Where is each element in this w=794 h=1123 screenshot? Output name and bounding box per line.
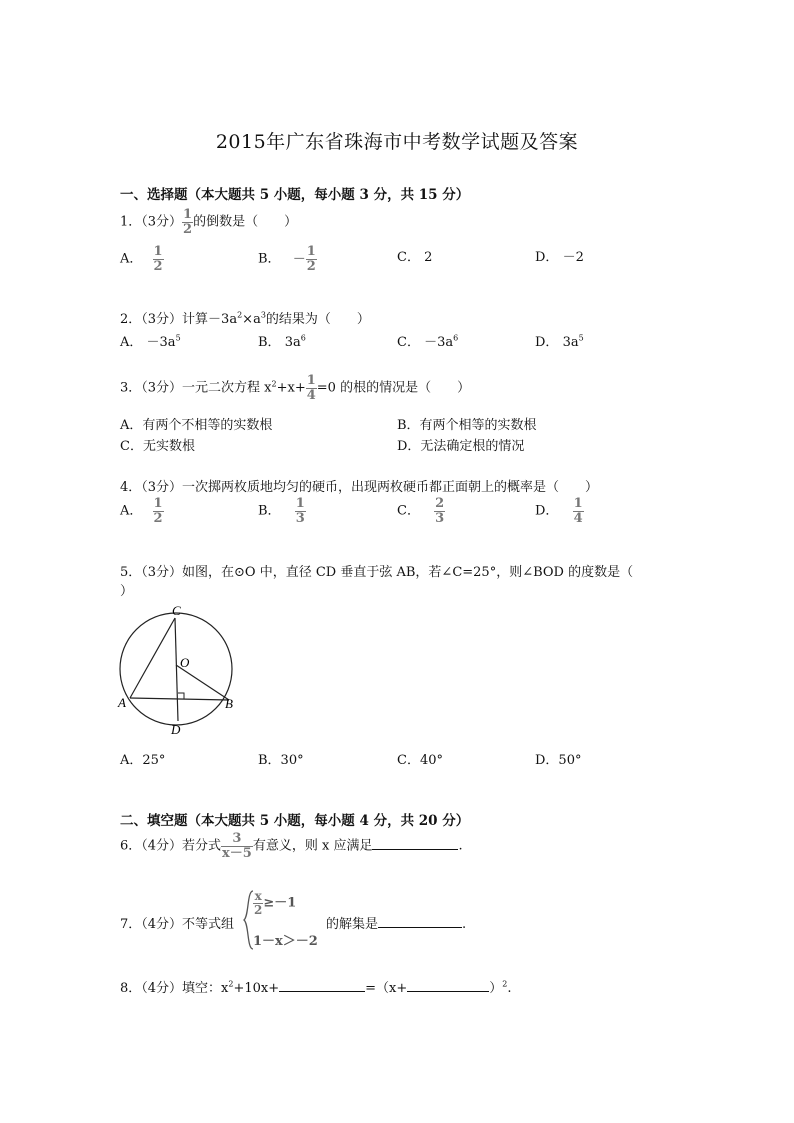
q5-option-c[interactable]: C．40° [397, 753, 443, 768]
label-d: D [171, 722, 181, 737]
q3-option-b[interactable]: B．有两个相等的实数根 [397, 418, 537, 433]
label-a: A [118, 695, 126, 710]
q3-option-a[interactable]: A．有两个不相等的实数根 [120, 418, 273, 433]
q1-option-c[interactable]: C． 2 [397, 250, 433, 265]
question-8: 8．（4分）填空：$x^2+10x+ =(x+ )^2$. [120, 979, 512, 996]
question-7-prefix: 7．（4分）不等式组 [120, 917, 235, 932]
q5-option-a[interactable]: A．25° [120, 753, 166, 768]
q1-prefix: 1．（3分） [120, 214, 183, 230]
inequality-line-1: $\frac{x}{2}$ ≥－1 [254, 889, 297, 917]
right-angle-mark [178, 693, 184, 699]
diameter-cd [175, 618, 178, 721]
q4-option-c[interactable]: C． $\frac{2}{3}$ [397, 496, 445, 526]
q4-option-d[interactable]: D． $\frac{1}{4}$ [535, 496, 583, 526]
q5-option-d[interactable]: D．50° [535, 753, 582, 768]
question-5-line-2: ） [120, 584, 134, 599]
q1-option-d[interactable]: D． －2 [535, 250, 584, 265]
question-4: 4．（3分）一次掷两枚质地均匀的硬币，出现两枚硬币都正面朝上的概率是（ ） [120, 480, 599, 495]
question-1 [120, 208, 297, 236]
q2-option-d[interactable]: D． $3a^5$ [535, 333, 584, 350]
segment-ca [130, 618, 175, 698]
inequality-system [243, 890, 323, 950]
q1-option-a[interactable]: A． $\frac{1}{2}$ [120, 244, 163, 274]
q5-option-b[interactable]: B．30° [258, 753, 304, 768]
q6-answer-blank[interactable] [372, 836, 458, 850]
question-3: 3．（3分）一元二次方程 $x^2+x+$ $\frac{1}{4}$ =0 的根的情况是（ ） [120, 373, 471, 403]
q2-option-c[interactable]: C． $-3a^6$ [397, 333, 459, 350]
question-2: 2．（3分）计算$-3a^2\times a^3$的结果为（ ） [120, 310, 370, 327]
circle-figure [112, 603, 252, 739]
q1-suffix: 的倒数是（ ） [193, 214, 298, 230]
q4-option-b[interactable]: B． $\frac{1}{3}$ [258, 496, 305, 526]
q8-answer-blank-2[interactable] [407, 978, 489, 992]
chord-ab [130, 698, 229, 700]
q2-option-b[interactable]: B． $3a^6$ [258, 333, 306, 350]
question-6: 6．（4分）若分式 $\frac{3}{x-5}$ 有意义，则 x 应满足 . [120, 831, 463, 861]
q1-fraction: $\frac{1}{2}$ [183, 207, 193, 237]
section-1-header: 一、选择题（本大题共 5 小题，每小题 3 分，共 15 分） [120, 187, 470, 203]
inequality-line-2: 1－x＞－2 [253, 934, 318, 949]
q1-option-b[interactable]: B． － $\frac{1}{2}$ [258, 244, 316, 274]
label-o: O [180, 655, 190, 670]
page-title: 2015年广东省珠海市中考数学试题及答案 [215, 131, 579, 153]
label-c: C [172, 603, 181, 618]
q4-option-a[interactable]: A． $\frac{1}{2}$ [120, 496, 163, 526]
q7-answer-blank[interactable] [378, 914, 462, 928]
question-7-suffix: 的解集是 . [326, 913, 466, 932]
question-5-line-1: 5．（3分）如图，在⊙O 中，直径 CD 垂直于弦 AB，若∠C=25°，则∠BOD 的度数是（ [120, 565, 634, 580]
section-2-header: 二、填空题（本大题共 5 小题，每小题 4 分，共 20 分） [120, 813, 470, 829]
label-b: B [225, 696, 233, 711]
q8-answer-blank-1[interactable] [279, 978, 365, 992]
q3-option-c[interactable]: C．无实数根 [120, 439, 195, 454]
q3-option-d[interactable]: D．无法确定根的情况 [397, 439, 525, 454]
q2-option-a[interactable]: A． $-3a^5$ [120, 333, 181, 350]
